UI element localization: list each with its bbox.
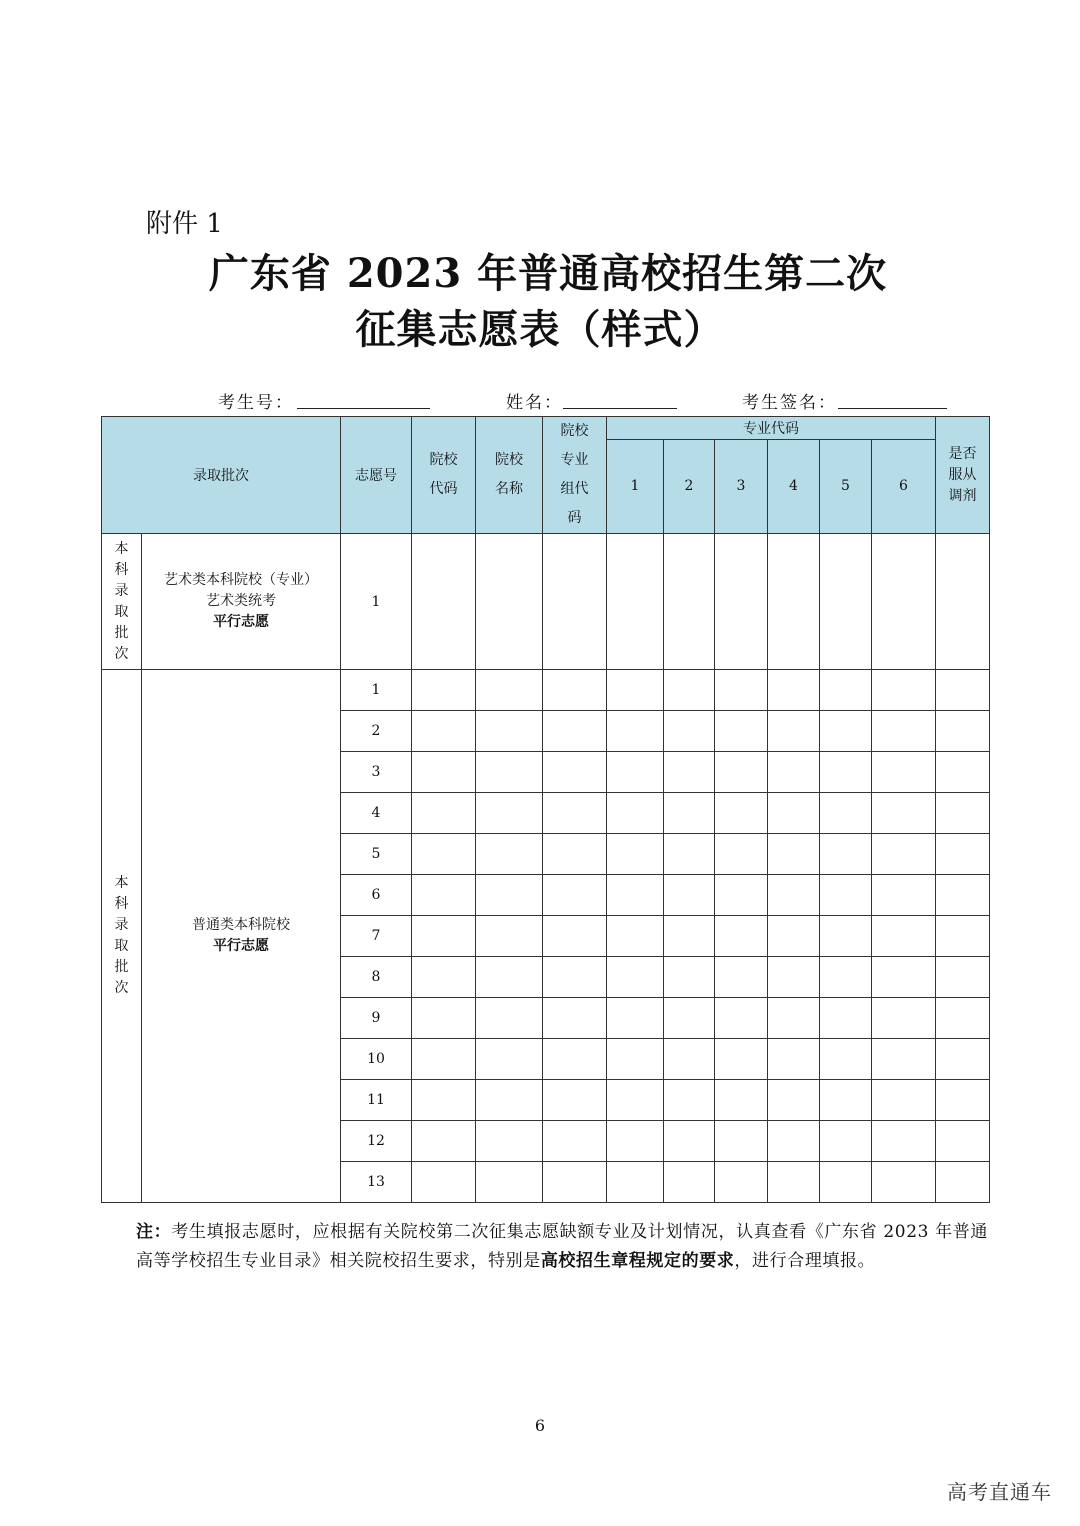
header-school-name <box>476 417 543 534</box>
wish-number-cell: 8 <box>341 957 412 998</box>
name-field[interactable] <box>563 408 677 409</box>
input-cell[interactable] <box>543 793 607 834</box>
input-cell[interactable] <box>872 957 936 998</box>
input-cell[interactable] <box>664 534 715 670</box>
input-cell[interactable] <box>820 1162 872 1203</box>
input-cell[interactable] <box>820 711 872 752</box>
category1-line1: 艺术类本科院校（专业） <box>164 572 318 588</box>
input-cell[interactable] <box>607 793 664 834</box>
signature-field[interactable] <box>838 408 947 409</box>
input-cell[interactable] <box>768 998 820 1039</box>
input-cell[interactable] <box>664 916 715 957</box>
header-adjust-l2: 服从 <box>948 466 977 483</box>
wish-number-cell: 10 <box>341 1039 412 1080</box>
input-cell[interactable] <box>820 793 872 834</box>
input-cell[interactable] <box>715 711 768 752</box>
input-cell[interactable] <box>936 957 990 998</box>
header-group-code-l2: 专业 <box>560 452 589 468</box>
input-cell[interactable] <box>768 957 820 998</box>
input-cell[interactable] <box>412 998 476 1039</box>
input-cell[interactable] <box>476 711 543 752</box>
input-cell[interactable] <box>820 1121 872 1162</box>
input-cell[interactable] <box>664 875 715 916</box>
input-cell[interactable] <box>820 1080 872 1121</box>
input-cell[interactable] <box>768 834 820 875</box>
input-cell[interactable] <box>476 1162 543 1203</box>
input-cell[interactable] <box>820 752 872 793</box>
input-cell[interactable] <box>936 1080 990 1121</box>
input-cell[interactable] <box>476 916 543 957</box>
wish-number-cell: 1 <box>341 670 412 711</box>
signature-label: 考生签名： <box>742 393 837 413</box>
input-cell[interactable] <box>936 1039 990 1080</box>
input-cell[interactable] <box>664 1121 715 1162</box>
name-label: 姓名： <box>506 393 563 413</box>
wish-number-cell: 1 <box>341 534 412 670</box>
input-cell[interactable] <box>820 998 872 1039</box>
input-cell[interactable] <box>936 875 990 916</box>
input-cell[interactable] <box>543 1162 607 1203</box>
input-cell[interactable] <box>872 916 936 957</box>
page-title-line1: 广东省 2023 年普通高校招生第二次 <box>208 250 888 297</box>
input-cell[interactable] <box>412 875 476 916</box>
input-cell[interactable] <box>412 834 476 875</box>
wish-number-cell: 13 <box>341 1162 412 1203</box>
input-cell[interactable] <box>872 711 936 752</box>
input-cell[interactable] <box>543 998 607 1039</box>
wish-number-cell: 3 <box>341 752 412 793</box>
input-cell[interactable] <box>715 1162 768 1203</box>
input-cell[interactable] <box>664 1080 715 1121</box>
input-cell[interactable] <box>768 1080 820 1121</box>
input-cell[interactable] <box>872 1039 936 1080</box>
header-major-code: 专业代码 <box>607 417 936 440</box>
input-cell[interactable] <box>936 793 990 834</box>
input-cell[interactable] <box>715 793 768 834</box>
input-cell[interactable] <box>543 1039 607 1080</box>
category1-line2: 艺术类统考 <box>206 593 276 609</box>
input-cell[interactable] <box>607 875 664 916</box>
input-cell[interactable] <box>607 916 664 957</box>
input-cell[interactable] <box>936 752 990 793</box>
application-form-table <box>101 416 990 1203</box>
wish-number-cell: 11 <box>341 1080 412 1121</box>
input-cell[interactable] <box>412 1039 476 1080</box>
header-group-code-l1: 院校 <box>560 423 589 439</box>
input-cell[interactable] <box>664 998 715 1039</box>
category-cell-section1 <box>142 534 341 670</box>
exam-number-label: 考生号： <box>218 393 294 413</box>
input-cell[interactable] <box>768 1039 820 1080</box>
input-cell[interactable] <box>768 534 820 670</box>
input-cell[interactable] <box>607 834 664 875</box>
input-cell[interactable] <box>715 957 768 998</box>
header-group-code <box>543 417 607 534</box>
input-cell[interactable] <box>607 534 664 670</box>
input-cell[interactable] <box>476 875 543 916</box>
input-cell[interactable] <box>476 793 543 834</box>
header-major-6: 6 <box>872 439 936 533</box>
input-cell[interactable] <box>543 1121 607 1162</box>
input-cell[interactable] <box>543 711 607 752</box>
wish-number-cell: 2 <box>341 711 412 752</box>
input-cell[interactable] <box>820 916 872 957</box>
input-cell[interactable] <box>936 916 990 957</box>
input-cell[interactable] <box>820 534 872 670</box>
input-cell[interactable] <box>412 1080 476 1121</box>
table-row <box>102 670 990 711</box>
input-cell[interactable] <box>476 1039 543 1080</box>
input-cell[interactable] <box>412 1162 476 1203</box>
input-cell[interactable] <box>715 670 768 711</box>
input-cell[interactable] <box>607 1121 664 1162</box>
footnote <box>136 1218 988 1276</box>
input-cell[interactable] <box>715 534 768 670</box>
wish-number-cell: 7 <box>341 916 412 957</box>
input-cell[interactable] <box>872 1080 936 1121</box>
input-cell[interactable] <box>476 534 543 670</box>
input-cell[interactable] <box>607 1080 664 1121</box>
header-batch: 录取批次 <box>102 417 341 534</box>
input-cell[interactable] <box>768 875 820 916</box>
header-school-name-l1: 院校 <box>495 452 523 468</box>
input-cell[interactable] <box>715 1121 768 1162</box>
input-cell[interactable] <box>768 916 820 957</box>
input-cell[interactable] <box>664 1039 715 1080</box>
input-cell[interactable] <box>715 1039 768 1080</box>
input-cell[interactable] <box>768 793 820 834</box>
header-adjust-l1: 是否 <box>948 445 977 462</box>
wish-number-cell: 5 <box>341 834 412 875</box>
header-major-4: 4 <box>768 439 820 533</box>
input-cell[interactable] <box>476 1121 543 1162</box>
input-cell[interactable] <box>664 752 715 793</box>
input-cell[interactable] <box>543 875 607 916</box>
input-cell[interactable] <box>936 711 990 752</box>
input-cell[interactable] <box>543 957 607 998</box>
wish-number-cell: 6 <box>341 875 412 916</box>
note-text-part1: 考生填报志愿时，应根据有关院校第二次征集志愿缺额专业及计划情况，认真查看《广东省 2023 年普通高等学校招生专业目录》相关院校招生要求，特别是 <box>136 1222 988 1271</box>
input-cell[interactable] <box>936 1121 990 1162</box>
input-cell[interactable] <box>476 752 543 793</box>
input-cell[interactable] <box>715 875 768 916</box>
note-text-part2: ，进行合理填报。 <box>734 1251 876 1271</box>
attachment-label: 附件 1 <box>146 209 223 239</box>
header-group-code-l3: 组代 <box>560 481 589 497</box>
input-cell[interactable] <box>476 1080 543 1121</box>
input-cell[interactable] <box>872 834 936 875</box>
note-label: 注： <box>136 1222 172 1242</box>
input-cell[interactable] <box>936 670 990 711</box>
input-cell[interactable] <box>872 793 936 834</box>
wish-number-cell: 12 <box>341 1121 412 1162</box>
input-cell[interactable] <box>936 1162 990 1203</box>
input-cell[interactable] <box>412 957 476 998</box>
input-cell[interactable] <box>715 1080 768 1121</box>
header-school-code <box>412 417 476 534</box>
category2-line2: 平行志愿 <box>213 938 269 954</box>
input-cell[interactable] <box>664 793 715 834</box>
input-cell[interactable] <box>543 752 607 793</box>
wish-number-cell: 4 <box>341 793 412 834</box>
input-cell[interactable] <box>607 957 664 998</box>
input-cell[interactable] <box>412 916 476 957</box>
input-cell[interactable] <box>543 670 607 711</box>
input-cell[interactable] <box>820 834 872 875</box>
watermark: 高考直通车 <box>947 1480 1052 1504</box>
input-cell[interactable] <box>768 670 820 711</box>
input-cell[interactable] <box>607 998 664 1039</box>
note-text-bold: 高校招生章程规定的要求 <box>540 1251 735 1271</box>
input-cell[interactable] <box>607 670 664 711</box>
header-wish-no: 志愿号 <box>341 417 412 534</box>
input-cell[interactable] <box>476 834 543 875</box>
input-cell[interactable] <box>936 834 990 875</box>
input-cell[interactable] <box>664 1162 715 1203</box>
input-cell[interactable] <box>936 998 990 1039</box>
header-school-name-l2: 名称 <box>495 481 523 497</box>
input-cell[interactable] <box>768 1162 820 1203</box>
batch-label-section2: 本科录取批次 <box>114 875 129 996</box>
input-cell[interactable] <box>715 916 768 957</box>
input-cell[interactable] <box>872 875 936 916</box>
input-cell[interactable] <box>820 875 872 916</box>
input-cell[interactable] <box>543 916 607 957</box>
input-cell[interactable] <box>412 711 476 752</box>
input-cell[interactable] <box>412 793 476 834</box>
page-title-line2: 征集志愿表（样式） <box>355 306 725 353</box>
input-cell[interactable] <box>476 670 543 711</box>
input-cell[interactable] <box>664 711 715 752</box>
input-cell[interactable] <box>820 957 872 998</box>
input-cell[interactable] <box>476 998 543 1039</box>
category2-line1: 普通类本科院校 <box>192 917 290 933</box>
batch-cell-section1 <box>102 534 142 670</box>
category1-line3: 平行志愿 <box>213 614 269 630</box>
input-cell[interactable] <box>607 711 664 752</box>
input-cell[interactable] <box>872 752 936 793</box>
input-cell[interactable] <box>768 711 820 752</box>
input-cell[interactable] <box>543 1080 607 1121</box>
wish-number-cell: 9 <box>341 998 412 1039</box>
header-adjust-l3: 调剂 <box>948 487 977 504</box>
table-row <box>102 534 990 670</box>
input-cell[interactable] <box>872 998 936 1039</box>
batch-label-section1: 本科录取批次 <box>114 540 129 662</box>
header-major-2: 2 <box>664 439 715 533</box>
input-cell[interactable] <box>768 1121 820 1162</box>
input-cell[interactable] <box>664 957 715 998</box>
input-cell[interactable] <box>872 1121 936 1162</box>
input-cell[interactable] <box>412 670 476 711</box>
exam-number-field[interactable] <box>297 408 430 409</box>
input-cell[interactable] <box>872 670 936 711</box>
input-cell[interactable] <box>664 834 715 875</box>
input-cell[interactable] <box>412 534 476 670</box>
input-cell[interactable] <box>715 834 768 875</box>
applicant-fields <box>0 388 1080 414</box>
category-cell-section2 <box>142 670 341 1203</box>
input-cell[interactable] <box>715 752 768 793</box>
input-cell[interactable] <box>872 1162 936 1203</box>
input-cell[interactable] <box>412 1121 476 1162</box>
input-cell[interactable] <box>607 1039 664 1080</box>
header-school-code-l1: 院校 <box>429 452 458 468</box>
header-group-code-l4: 码 <box>567 510 582 526</box>
input-cell[interactable] <box>476 957 543 998</box>
header-major-5: 5 <box>820 439 872 533</box>
input-cell[interactable] <box>607 1162 664 1203</box>
input-cell[interactable] <box>607 752 664 793</box>
input-cell[interactable] <box>768 752 820 793</box>
header-major-1: 1 <box>607 439 664 533</box>
header-adjust <box>936 417 990 534</box>
input-cell[interactable] <box>664 670 715 711</box>
input-cell[interactable] <box>820 670 872 711</box>
input-cell[interactable] <box>936 534 990 670</box>
input-cell[interactable] <box>872 534 936 670</box>
input-cell[interactable] <box>543 534 607 670</box>
input-cell[interactable] <box>543 834 607 875</box>
input-cell[interactable] <box>820 1039 872 1080</box>
input-cell[interactable] <box>412 752 476 793</box>
input-cell[interactable] <box>715 998 768 1039</box>
header-major-3: 3 <box>715 439 768 533</box>
page-number: 6 <box>534 1416 546 1435</box>
header-school-code-l2: 代码 <box>429 481 458 497</box>
batch-cell-section2 <box>102 670 142 1203</box>
